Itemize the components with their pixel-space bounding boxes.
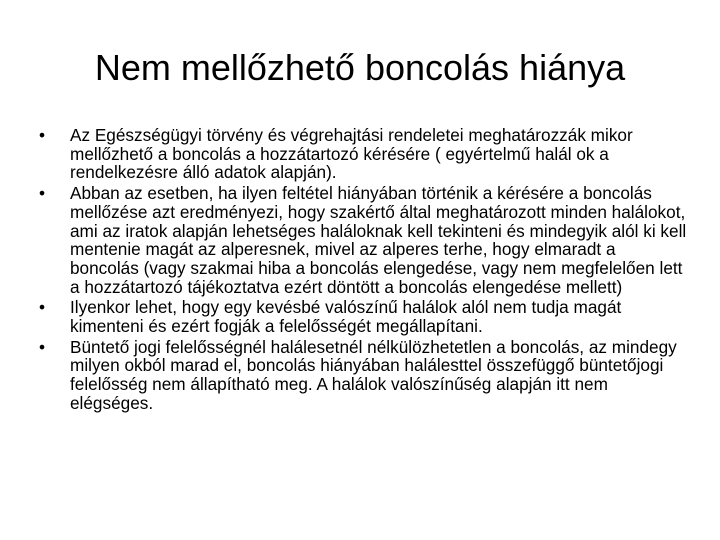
bullet-list (36, 126, 688, 415)
slide-title: Nem mellőzhető boncolás hiánya (94, 47, 626, 88)
bullet-item (36, 184, 688, 296)
bullet-item (36, 298, 688, 335)
bullet-item (36, 126, 688, 182)
bullet-text: Ilyenkor lehet, hogy egy kevésbé valószínű halálok alól nem tudja magát kimenteni és ezért fogják a felelősségét megállapítani. (70, 297, 622, 337)
bullet-marker: • (38, 125, 46, 145)
bullet-marker: • (38, 183, 46, 204)
bullet-item (36, 338, 688, 413)
bullet-text: Az Egészségügyi törvény és végrehajtási rendeletei meghatározzák mikor mellőzhető a boncolás a hozzátartozó kérésére ( egyértelmű halál ok a rendelkezésre álló adatok alapján). (70, 125, 633, 183)
bullet-marker: • (38, 297, 46, 318)
bullet-text: Abban az esetben, ha ilyen feltétel hiányában történik a kérésére a boncolás mellőzése azt eredményezi, hogy szakértő által meghatározott minden halálokot, ami az iratok alapján lehetséges haláloknak kell tekinteni és mindegyik alól ki kell mentenie magát az alperesnek, mivel az alperes terhe, hogy elmaradt a boncolás (vagy szakmai hiba a boncolás elengedése, vagy nem megfelelően lett a hozzátartozó tájékoztatva ezért döntött a boncolás elengedése mellett) (70, 183, 687, 297)
bullet-marker: • (38, 336, 46, 357)
bullet-text: Büntető jogi felelősségnél halálesetnél nélkülözhetetlen a boncolás, az mindegy milyen okból marad el, boncolás hiányában halálesttel összefüggő büntetőjogi felelősség nem állapítható meg. A halálok valószínűség alapján itt nem elégséges. (70, 336, 677, 413)
